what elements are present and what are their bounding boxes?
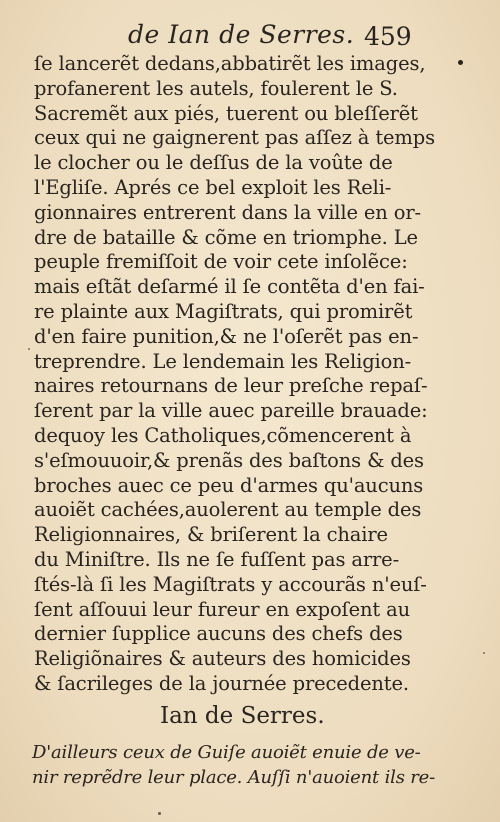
main-text [34,52,474,697]
page-number: 459 [364,22,412,51]
text-line: dernier ſupplice aucuns des chefs des [34,622,403,646]
text-line: Sacremẽt aux piés, tuerent ou bleſſerẽt [34,101,418,125]
text-line: treprendre. Le lendemain les Religion- [34,349,412,373]
author-signature: Ian de Serres. [160,703,325,729]
text-line: peuple fremiſſoit de voir cete inſolẽce: [34,250,408,274]
text-line: Religiõnaires & auteurs des homicides [34,647,411,671]
text-line: broches auec ce peu d'armes qu'aucuns [34,473,424,497]
ink-speck [458,60,463,65]
text-line: Religionnaires, & briſerent la chaire [34,523,388,547]
text-line: gionnaires entrerent dans la ville en or- [34,200,421,224]
text-line: re plainte aux Magiſtrats, qui promirẽt [34,299,413,323]
ink-speck [28,348,30,350]
text-line: & ſacrileges de la journée precedente. [34,671,409,695]
text-line: ceux qui ne gaignerent pas aſſez à temps [34,126,435,150]
text-line: le clocher ou le deſſus de la voûte de [34,151,393,175]
text-line: l'Egliſe. Aprés ce bel exploit les Reli- [34,175,392,199]
text-line: du Miniſtre. Ils ne ſe fuſſent pas arre- [34,547,400,571]
text-line: profanerent les autels, foulerent le S. [34,76,398,100]
ink-speck [158,812,161,815]
text-line: dequoy les Catholiques,cõmencerent à [34,423,412,447]
text-line: s'eſmouuoir,& prenãs des baſtons & des [34,448,424,472]
italic-note [32,740,478,790]
running-head: de Ian de Serres. [128,20,355,49]
text-line: ſtés-là ſi les Magiſtrats y accourãs n'euſ- [34,572,427,596]
note-line: nir reprẽdre leur place. Auſſi n'auoient ils re- [32,767,435,788]
note-line: D'ailleurs ceux de Guiſe auoiẽt enuie de ve- [32,742,421,763]
text-line: ſent aſſouui leur fureur en expoſent au [34,597,411,621]
text-line: ſerent par la ville auec pareille brauade: [34,399,428,423]
ink-speck [483,652,485,654]
text-line: d'en faire punition,& ne l'oſerẽt pas en- [34,324,419,348]
text-line: ſe lancerẽt dedans,abbatirẽt les images, [34,52,426,75]
text-line: naires retournans de leur preſche repaſ- [34,374,428,398]
text-line: dre de bataille & cõme en triomphe. Le [34,225,418,249]
text-line: mais eſtãt deſarmé il ſe contẽta d'en fai- [34,275,425,299]
text-line: auoiẽt cachées,auolerent au temple des [34,498,422,522]
